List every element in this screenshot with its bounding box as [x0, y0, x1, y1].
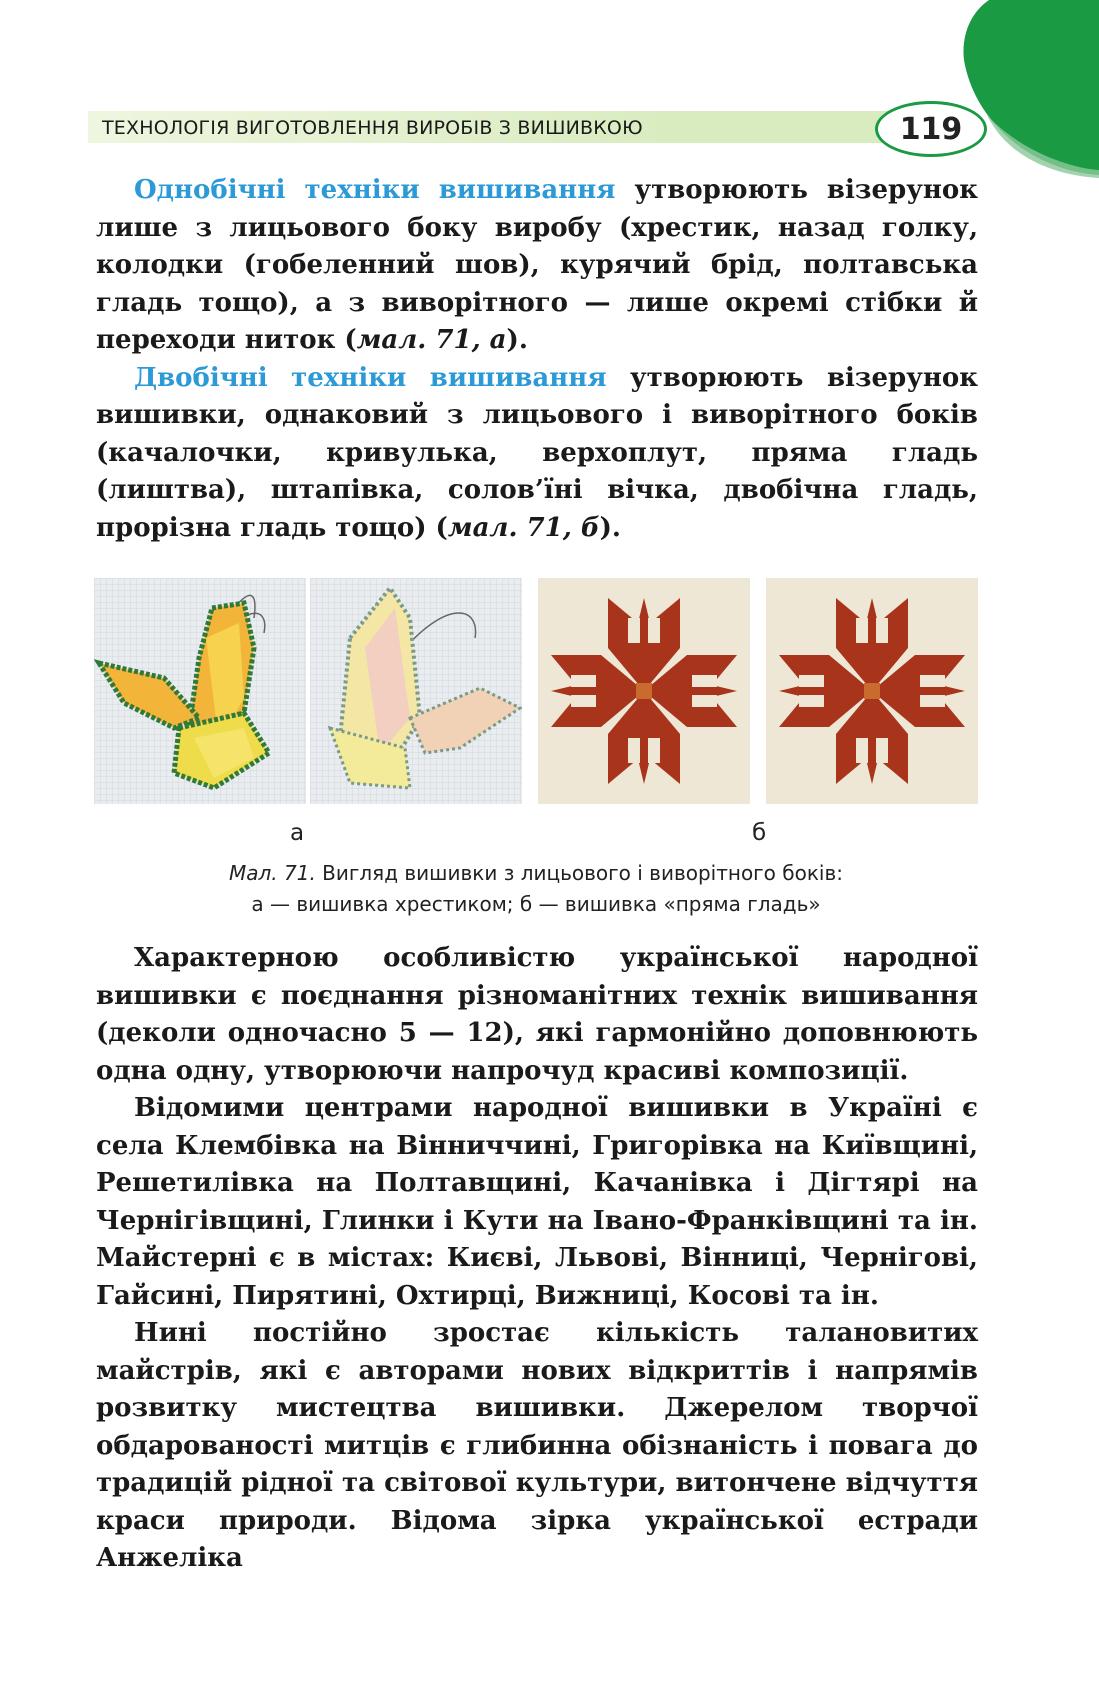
figure-reference: мал. 71, а	[356, 325, 507, 355]
term-one-sided: Однобічні техніки вишивання	[134, 175, 616, 205]
paragraph-centers: Відомими центрами народної вишивки в Україні є села Клембівка на Вінниччині, Григорівка на Київщині, Решетилівка на Полтавщині, Качанівка і Дігтярі на Чернігівщині, Глинки і Кути на Івано-Франківщині та ін. Майстерні є в містах: Києві, Львові, Вінниці, Чернігові, Гайсині, Пирятині, Охтирці, Вижниці, Косові та ін.	[96, 1093, 978, 1311]
running-header: ТЕХНОЛОГІЯ ВИГОТОВЛЕННЯ ВИРОБІВ З ВИШИВКОЮ	[102, 117, 643, 139]
paragraph-two-sided	[96, 360, 978, 548]
paragraph-end: ).	[506, 325, 528, 355]
text-block-bottom	[96, 940, 978, 1578]
caption-line-2: а — вишивка хрестиком; б — вишивка «пряма гладь»	[251, 892, 821, 916]
term-two-sided: Двобічні техніки вишивання	[134, 362, 607, 393]
text-block-top	[96, 172, 978, 547]
satin-stitch-front-image	[538, 578, 750, 804]
figure-reference: мал. 71, б	[447, 512, 600, 543]
paragraph-characteristic: Характерною особливістю української народної вишивки є поєднання різноманітних технік вишивання (деколи одночасно 5 — 12), які гармонійно доповнюють одна одну, утворюючи напрочуд красиві композиції.	[96, 943, 978, 1086]
caption-ref: Мал. 71.	[228, 861, 316, 885]
figure-71	[94, 578, 978, 804]
paragraph-text: утворюють візерунок вишивки, однаковий з лицьового і виворітного боків (качалочки, кривулька, верхоплут, пряма гладь (лиштва), штапівка, солов’їні вічка, двобічна гладь, прорізна гладь тощо) (	[96, 362, 978, 543]
figure-caption	[94, 858, 978, 920]
butterfly-front-image	[94, 578, 306, 804]
page-number: 119	[875, 101, 987, 157]
paragraph-end: ).	[599, 512, 621, 543]
paragraph-one-sided	[96, 172, 978, 360]
figure-label-a: а	[290, 820, 305, 846]
butterfly-back-image	[310, 578, 522, 804]
caption-line-1	[94, 858, 978, 889]
paragraph-masters: Нині постійно зростає кількість талановитих майстрів, які є авторами нових відкриттів і напрямів розвитку мистецтва вишивки. Джерелом творчої обдарованості митців є глибинна обізнаність і повага до традицій рідної та світової культури, витончене відчуття краси природи. Відома зірка української естради Анжеліка	[96, 1318, 978, 1573]
figure-label-b: б	[752, 820, 767, 846]
satin-stitch-back-image	[766, 578, 978, 804]
paragraph-text: утворюють візерунок лише з лицьового боку виробу (хрестик, назад голку, колодки (гобеленний шов), курячий брід, полтавська гладь тощо), а з виворітного — лише окремі стібки й переходи ниток (	[96, 175, 978, 355]
caption-text: Вигляд вишивки з лицьового і виворітного боків:	[315, 861, 844, 885]
